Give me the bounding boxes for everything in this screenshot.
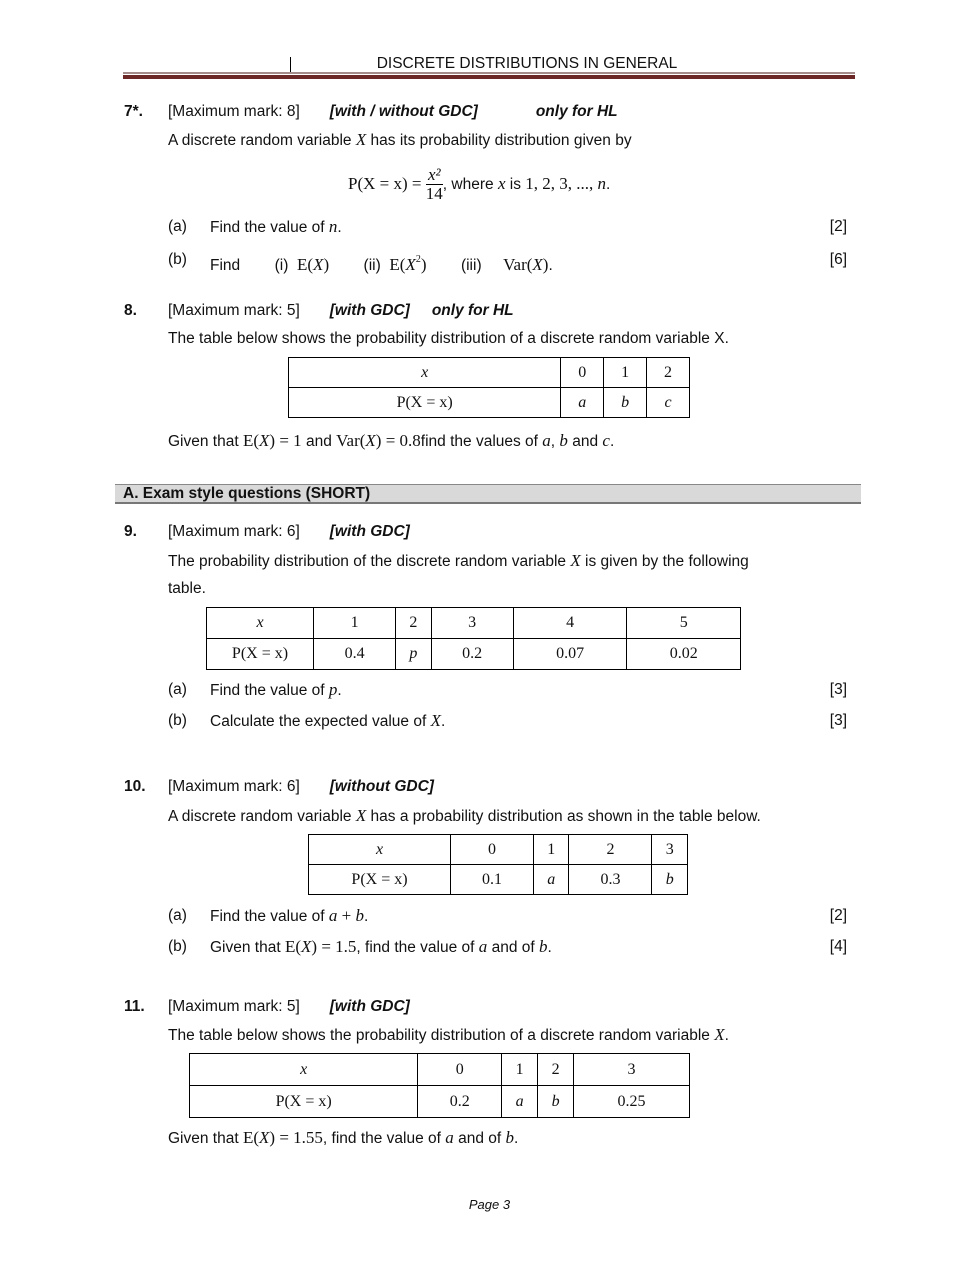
table-cell: 0.3 <box>569 865 652 895</box>
part-marks: [2] <box>829 218 847 235</box>
table-row <box>207 608 741 639</box>
header-rule-thin <box>123 72 855 74</box>
text-segment: A discrete random variable <box>168 132 356 149</box>
table-row <box>190 1054 690 1086</box>
text-segment: find the values of <box>420 433 543 450</box>
table-cell: 0.1 <box>451 865 534 895</box>
part-label: (b) <box>168 251 187 268</box>
table-cell: 2 <box>647 358 690 388</box>
table-cell: a <box>533 865 569 895</box>
distribution-table <box>189 1053 690 1118</box>
table-row-header: P(X = x) <box>289 388 561 418</box>
math-segment: E( <box>389 255 406 274</box>
text-segment: Find <box>210 257 241 274</box>
question-text <box>168 579 206 599</box>
math-segment: b <box>538 937 548 956</box>
text-segment: . <box>364 908 369 925</box>
table-cell: 4 <box>513 608 627 639</box>
math-segment: ) = 1.55 <box>269 1128 323 1147</box>
table-cell: 0 <box>418 1054 502 1086</box>
table-cell: b <box>538 1086 574 1118</box>
math-segment: ) <box>323 255 330 274</box>
text-segment: (iii) <box>426 257 504 274</box>
question-meta: [Maximum mark: 6] [without GDC] <box>168 778 434 795</box>
math-segment: E( <box>242 1128 260 1147</box>
table-row <box>309 865 688 895</box>
math-segment: a <box>542 431 551 450</box>
part-text <box>210 937 552 958</box>
text-segment: . <box>724 1027 729 1044</box>
math-segment: X <box>532 255 543 274</box>
formula: P(X = x) = $\frac{\text{x²}}{14}$ , where x is 1, 2, 3, ..., n. <box>348 165 611 204</box>
math-segment: b <box>559 431 568 450</box>
text-segment: The probability distribution of the discrete random variable <box>168 553 571 570</box>
math-segment: 1, 2, 3, ..., <box>525 174 598 193</box>
table-cell: a <box>502 1086 538 1118</box>
table-cell: b <box>604 388 647 418</box>
table-cell: 0.4 <box>314 639 396 670</box>
question-text <box>168 431 614 452</box>
question-meta: [Maximum mark: 8] [with / without GDC] only for HL <box>168 103 618 120</box>
text-segment: , where <box>442 176 498 193</box>
table-row-header: x <box>207 608 314 639</box>
math-segment: X <box>405 255 416 274</box>
math-segment: X <box>570 551 581 570</box>
text-segment: . <box>337 219 342 236</box>
part-text <box>210 217 342 238</box>
math-segment: X <box>365 431 376 450</box>
text-segment: The table below shows the probability distribution of a discrete random variable <box>168 1027 715 1044</box>
distribution-table <box>206 607 741 670</box>
table-row-header: x <box>289 358 561 388</box>
text-segment: Given that <box>210 939 285 956</box>
text-segment: Find the value of <box>210 219 329 236</box>
table-cell: 0.25 <box>574 1086 690 1118</box>
math-segment: X <box>714 1025 725 1044</box>
math-segment: X <box>355 130 367 149</box>
table-cell: c <box>647 388 690 418</box>
text-segment: and <box>567 433 603 450</box>
table-cell: 0.2 <box>431 639 513 670</box>
question-text <box>168 806 761 827</box>
question-text <box>168 1025 729 1046</box>
header-rule <box>123 75 855 79</box>
math-segment: n <box>328 217 338 236</box>
table-cell: 2 <box>569 835 652 865</box>
math-segment: E( <box>284 937 302 956</box>
text-segment: Given that <box>168 1130 243 1147</box>
question-meta: [Maximum mark: 6] [with GDC] <box>168 523 410 540</box>
math-segment: ) = 1.5 <box>311 937 357 956</box>
table-cell: 3 <box>431 608 513 639</box>
math-segment: X <box>259 431 270 450</box>
table-row-header: P(X = x) <box>309 865 451 895</box>
text-segment: has its probability distribution given by <box>366 132 632 149</box>
header-title: DISCRETE DISTRIBUTIONS IN GENERAL <box>376 55 678 72</box>
part-text <box>210 680 342 701</box>
text-segment: The table below shows the probability distribution of a discrete random variable X. <box>168 330 729 347</box>
part-label: (a) <box>168 681 187 698</box>
math-segment: a <box>328 906 338 925</box>
question-number: 10. <box>124 778 146 795</box>
text-segment: . <box>337 682 342 699</box>
text-segment: A discrete random variable <box>168 808 356 825</box>
table-cell: 0.02 <box>627 639 741 670</box>
question-meta: [Maximum mark: 5] [with GDC] only for HL <box>168 302 514 319</box>
math-segment: E( <box>242 431 260 450</box>
math-segment: c <box>602 431 610 450</box>
math-segment: a <box>445 1128 454 1147</box>
text-segment: and of <box>453 1130 506 1147</box>
table-row <box>289 358 690 388</box>
table-cell: 0 <box>451 835 534 865</box>
math-segment: ) <box>542 255 549 274</box>
text-segment: . <box>547 939 552 956</box>
table-cell: 3 <box>574 1054 690 1086</box>
text-segment: is <box>505 176 526 193</box>
math-segment: X <box>430 711 441 730</box>
question-number: 7*. <box>124 103 143 120</box>
part-marks: [4] <box>829 938 847 955</box>
question-number: 9. <box>124 523 137 540</box>
distribution-table <box>308 834 688 895</box>
text-segment: (ii) <box>329 257 390 274</box>
table-row-header: P(X = x) <box>190 1086 418 1118</box>
math-segment: a <box>478 937 488 956</box>
text-segment: . <box>606 176 611 193</box>
text-segment: Find the value of <box>210 908 329 925</box>
part-marks: [2] <box>829 907 847 924</box>
section-heading: A. Exam style questions (SHORT) <box>115 484 861 504</box>
table-row <box>190 1086 690 1118</box>
question-text <box>168 130 632 151</box>
part-text <box>210 711 445 732</box>
math-segment: + <box>337 906 356 925</box>
table-cell: 5 <box>627 608 741 639</box>
table-cell: 0 <box>561 358 604 388</box>
math-segment: X <box>301 937 312 956</box>
table-cell: 1 <box>604 358 647 388</box>
text-segment: , find the value of <box>356 939 479 956</box>
distribution-table <box>288 357 690 418</box>
math-segment: X <box>259 1128 270 1147</box>
text-segment: . <box>513 1130 519 1147</box>
math-segment: b <box>505 1128 514 1147</box>
table-cell: a <box>561 388 604 418</box>
math-segment: ) = 0.8 <box>375 431 421 450</box>
question-text <box>168 329 729 349</box>
question-text <box>168 1128 518 1149</box>
text-segment: Find the value of <box>210 682 329 699</box>
math-segment: x <box>497 174 506 193</box>
text-segment: has a probability distribution as shown in the table below. <box>366 808 761 825</box>
math-segment: Var( <box>336 431 366 450</box>
text-segment: . <box>609 433 615 450</box>
table-cell: 0.07 <box>513 639 627 670</box>
page-number: Page 3 <box>468 1197 511 1212</box>
table-row-header: x <box>190 1054 418 1086</box>
math-segment: p <box>328 680 338 699</box>
question-text <box>168 551 749 572</box>
math-segment: E( <box>297 255 314 274</box>
math-segment: ) <box>420 255 427 274</box>
table-cell: 1 <box>314 608 396 639</box>
text-segment: Given that <box>168 433 243 450</box>
text-segment: and of <box>487 939 539 956</box>
question-number: 8. <box>124 302 137 319</box>
part-label: (b) <box>168 712 187 729</box>
math-segment: X <box>355 806 367 825</box>
question-number: 11. <box>124 998 145 1015</box>
text-segment: Calculate the expected value of <box>210 713 431 730</box>
table-cell: 1 <box>502 1054 538 1086</box>
text-segment: . <box>548 257 553 274</box>
text-segment: (i) <box>240 257 297 274</box>
table-cell: b <box>652 865 688 895</box>
text-segment: , <box>550 433 560 450</box>
math-segment: ) = 1 <box>269 431 302 450</box>
part-label: (a) <box>168 218 187 235</box>
table-cell: 1 <box>533 835 569 865</box>
math-segment: 2 <box>415 254 421 265</box>
text-segment: is given by the following <box>580 553 749 570</box>
text-segment: table. <box>168 580 206 597</box>
part-text <box>210 906 368 927</box>
part-marks: [3] <box>829 712 847 729</box>
math-segment: Var( <box>503 255 533 274</box>
table-row-header: P(X = x) <box>207 639 314 670</box>
table-cell: p <box>396 639 431 670</box>
text-segment: and <box>301 433 337 450</box>
text-segment: . <box>440 713 446 730</box>
table-row <box>309 835 688 865</box>
table-cell: 0.2 <box>418 1086 502 1118</box>
table-cell: 2 <box>538 1054 574 1086</box>
table-cell: 3 <box>652 835 688 865</box>
part-label: (a) <box>168 907 187 924</box>
part-marks: [3] <box>829 681 847 698</box>
math-segment: X <box>313 255 324 274</box>
table-row <box>289 388 690 418</box>
part-text <box>210 250 553 276</box>
table-row <box>207 639 741 670</box>
table-cell: 2 <box>396 608 431 639</box>
question-meta: [Maximum mark: 5] [with GDC] <box>168 998 410 1015</box>
part-marks: [6] <box>829 251 847 268</box>
math-segment: b <box>355 906 365 925</box>
text-segment: , find the value of <box>322 1130 446 1147</box>
table-row-header: x <box>309 835 451 865</box>
math-segment: n <box>597 174 607 193</box>
part-label: (b) <box>168 938 187 955</box>
